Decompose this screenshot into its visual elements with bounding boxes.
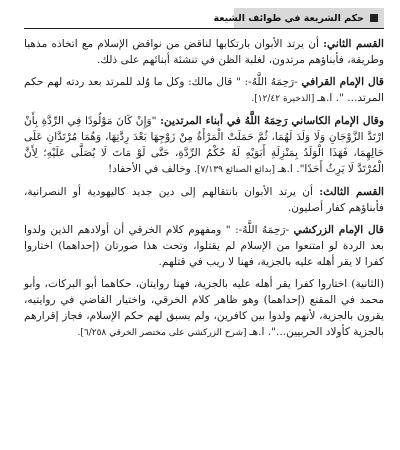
bullet-square-icon xyxy=(370,14,378,22)
section-label: القسم الثالث: xyxy=(319,186,385,198)
paragraph-section-three xyxy=(24,184,384,216)
paragraph-text: أن يرتد الأبوان بارتكابها لناقض من نواقض الإسلام مع اتخاذه مذهبا وطريقة، فأبناؤهم مرتدون، لغلبة الظن في تنشئة أبنائهم على ذلك. xyxy=(24,38,384,66)
header-title: حكم الشريعة في طوائف الشيعة xyxy=(213,12,364,24)
paragraph-second-case xyxy=(24,276,384,341)
section-label: القسم الثاني: xyxy=(323,38,384,50)
paragraph-text: (الثانية) اختاروا كفرا يقر أهله عليه بالجزية، فهنا روايتان، حكاهما أبو البركات، وأبو محمد في المقنع (إحداهما) وهو ظاهر كلام الخرقي، واختيار القاضي في روايتيه، يقرون بالجزية، لأنهم ولدوا بين كافرين، ولم يسبق لهم حكم الإسلام، فجاز إقرارهم بالجزية كأولاد الحربيين...". ا.هـ xyxy=(24,278,384,338)
paragraph-text: -رَحِمَهُ اللَّهُ-: " ومفهوم كلام الخرقي أن أولادهم الذين ولدوا بعد الردة لو امتنعوا من الإسلام لم يقتلوا، وتحت هذا صورتان (إحداهما) اختاروا كفرا لا يقر أهله عليه بالجزية، فهنا لا ريب في قتلهم. xyxy=(24,224,384,268)
document-body xyxy=(24,36,384,347)
paragraph-section-two xyxy=(24,36,384,68)
quote-author: قال الإمام الزركشي xyxy=(293,224,384,236)
paragraph-text: "وَإِنْ كَانَ مَوْلُودًا فِي الرِّدَّةِ بِأَنْ ارْتَدَّ الزَّوْجَانِ وَلَا وَلَدَ لَهُمَا، ثُمَّ حَمَلَتْ الْمَرْأَةُ مِنْ زَوْجِهَا بَعْدَ رِدَّتِهَا، وَهُمَا مُرْتَدَّانِ عَلَى حَالِهِمَا، فَهَذَا الْوَلَدُ بِمَنْزِلَةِ أَبَوَيْهِ لَهُ حُكْمُ الرِّدَّةِ، حَتَّى لَوْ مَاتَ لَا يُصَلَّى عَلَيْهِ؛ لِأَنَّ الْمُرْتَدَّ لَا يَرِثُ أَحَدًا". ا.هـ xyxy=(24,115,384,175)
paragraph-qarafi xyxy=(24,74,384,107)
citation: [شرح الزركشي على مختصر الخرقي ٦/٢٥٨]. xyxy=(77,328,250,338)
document-page xyxy=(24,8,384,444)
quote-author-suffix: رَحِمَهُ اللَّهُ في أبناء المرتدين: xyxy=(160,115,292,127)
citation: [الذخيرة ١٢/٤٢]. xyxy=(251,94,318,104)
quote-author: قال الإمام القرافي xyxy=(301,76,384,88)
page-header xyxy=(24,8,384,29)
paragraph-zarkashi xyxy=(24,222,384,270)
paragraph-text-end: وخالف في الأحفاد! xyxy=(107,163,195,175)
citation: [بدائع الصنائع ٧/١٣٩]. xyxy=(194,165,278,175)
paragraph-text: -رَحِمَهُ اللَّهُ-: " قال مالك: وكل ما وُلد للمرتد بعد ردته لهم حكم المرتد... ". ا.هـ xyxy=(24,76,384,104)
quote-author: وقال الإمام الكاساني xyxy=(291,115,384,127)
paragraph-text: أن يرتد الأبوان بانتقالهم إلى دين جديد كاليهودية أو النصرانية، فأبناؤهم كفار أصليون. xyxy=(24,186,384,214)
paragraph-kasani xyxy=(24,113,384,178)
